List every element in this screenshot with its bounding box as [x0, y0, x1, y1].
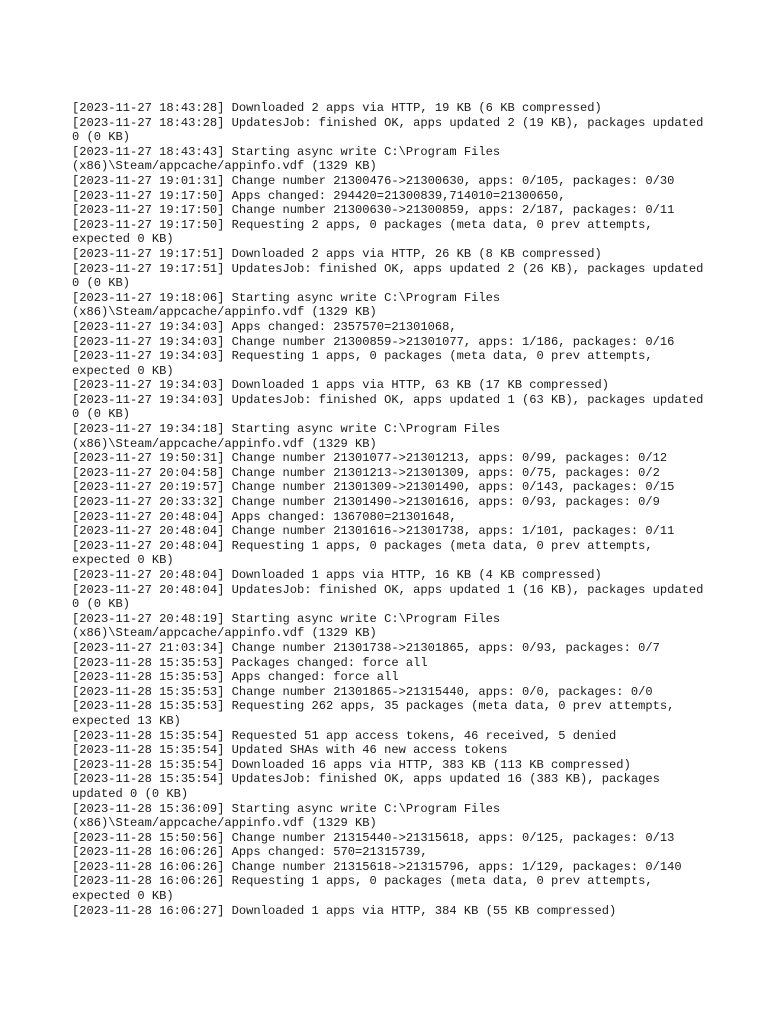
- log-line: [2023-11-28 16:06:26] Requesting 1 apps, 0 packages (meta data, 0 prev attempts, expected 0 KB): [72, 874, 660, 904]
- log-line: [2023-11-28 15:35:54] Updated SHAs with 46 new access tokens: [72, 743, 508, 758]
- log-line: [2023-11-27 19:17:51] UpdatesJob: finished OK, apps updated 2 (26 KB), packages updated 0 (0 KB): [72, 261, 711, 291]
- log-line: [2023-11-28 16:06:26] Change number 21315618->21315796, apps: 1/129, packages: 0/140: [72, 859, 682, 874]
- log-line: [2023-11-28 15:36:09] Starting async write C:\Program Files (x86)\Steam/appcache/appinfo.vdf (1329 KB): [72, 801, 508, 831]
- log-line: [2023-11-27 20:33:32] Change number 21301490->21301616, apps: 0/93, packages: 0/9: [72, 495, 660, 510]
- log-line: [2023-11-27 19:01:31] Change number 21300476->21300630, apps: 0/105, packages: 0/30: [72, 173, 675, 188]
- log-line: [2023-11-27 19:34:03] Change number 21300859->21301077, apps: 1/186, packages: 0/16: [72, 334, 675, 349]
- log-line: [2023-11-27 18:43:28] Downloaded 2 apps via HTTP, 19 KB (6 KB compressed): [72, 101, 602, 115]
- log-line: [2023-11-28 16:06:26] Apps changed: 570=21315739,: [72, 845, 428, 860]
- log-line: [2023-11-28 15:35:53] Packages changed: force all: [72, 655, 428, 670]
- log-line: [2023-11-27 20:48:04] Change number 21301616->21301738, apps: 1/101, packages: 0/11: [72, 524, 675, 539]
- log-line: [2023-11-27 19:17:50] Change number 21300630->21300859, apps: 2/187, packages: 0/11: [72, 203, 675, 218]
- log-line: [2023-11-27 20:48:04] Requesting 1 apps, 0 packages (meta data, 0 prev attempts, expected 0 KB): [72, 538, 660, 568]
- log-line: [2023-11-27 21:03:34] Change number 21301738->21301865, apps: 0/93, packages: 0/7: [72, 640, 660, 655]
- log-line: [2023-11-27 20:19:57] Change number 21301309->21301490, apps: 0/143, packages: 0/15: [72, 480, 675, 495]
- log-line: [2023-11-27 19:34:03] Apps changed: 2357570=21301068,: [72, 319, 457, 334]
- log-line: [2023-11-28 15:35:54] Downloaded 16 apps via HTTP, 383 KB (113 KB compressed): [72, 757, 631, 772]
- log-line: [2023-11-28 15:35:53] Apps changed: force all: [72, 670, 399, 685]
- log-line: [2023-11-28 15:35:53] Change number 21301865->21315440, apps: 0/0, packages: 0/0: [72, 684, 653, 699]
- log-line: [2023-11-27 19:18:06] Starting async write C:\Program Files (x86)\Steam/appcache/appinfo.vdf (1329 KB): [72, 290, 508, 320]
- log-line: [2023-11-27 19:34:03] UpdatesJob: finished OK, apps updated 1 (63 KB), packages updated 0 (0 KB): [72, 392, 711, 422]
- log-line: [2023-11-28 15:35:54] Requested 51 app access tokens, 46 received, 5 denied: [72, 728, 617, 743]
- log-line: [2023-11-28 15:35:54] UpdatesJob: finished OK, apps updated 16 (383 KB), packages updated 0 (0 KB): [72, 772, 668, 801]
- log-line: [2023-11-27 18:43:43] Starting async write C:\Program Files (x86)\Steam/appcache/appinfo.vdf (1329 KB): [72, 144, 508, 174]
- log-line: [2023-11-28 15:35:53] Requesting 262 apps, 35 packages (meta data, 0 prev attempts, expected 13 KB): [72, 699, 682, 728]
- log-line: [2023-11-27 19:50:31] Change number 21301077->21301213, apps: 0/99, packages: 0/12: [72, 451, 668, 466]
- log-line: [2023-11-28 16:06:27] Downloaded 1 apps via HTTP, 384 KB (55 KB compressed): [72, 903, 617, 918]
- log-line: [2023-11-27 20:48:04] Downloaded 1 apps via HTTP, 16 KB (4 KB compressed): [72, 568, 602, 582]
- log-line: [2023-11-27 19:34:03] Downloaded 1 apps via HTTP, 63 KB (17 KB compressed): [72, 378, 610, 393]
- log-line: [2023-11-27 19:34:18] Starting async write C:\Program Files (x86)\Steam/appcache/appinfo.vdf (1329 KB): [72, 422, 508, 451]
- log-line: [2023-11-28 15:50:56] Change number 21315440->21315618, apps: 0/125, packages: 0/13: [72, 830, 675, 845]
- log-line: [2023-11-27 20:48:19] Starting async write C:\Program Files (x86)\Steam/appcache/appinfo.vdf (1329 KB): [72, 611, 508, 641]
- log-line: [2023-11-27 19:17:50] Requesting 2 apps, 0 packages (meta data, 0 prev attempts, expected 0 KB): [72, 217, 660, 247]
- log-text: [72, 101, 712, 918]
- log-line: [2023-11-27 20:48:04] UpdatesJob: finished OK, apps updated 1 (16 KB), packages updated 0 (0 KB): [72, 582, 711, 612]
- log-line: [2023-11-27 19:17:50] Apps changed: 294420=21300839,714010=21300650,: [72, 188, 566, 203]
- log-line: [2023-11-27 19:17:51] Downloaded 2 apps via HTTP, 26 KB (8 KB compressed): [72, 246, 602, 261]
- log-line: [2023-11-27 19:34:03] Requesting 1 apps, 0 packages (meta data, 0 prev attempts, expected 0 KB): [72, 349, 660, 378]
- log-line: [2023-11-27 20:04:58] Change number 21301213->21301309, apps: 0/75, packages: 0/2: [72, 465, 660, 480]
- log-line: [2023-11-27 18:43:28] UpdatesJob: finished OK, apps updated 2 (19 KB), packages updated 0 (0 KB): [72, 115, 711, 145]
- log-line: [2023-11-27 20:48:04] Apps changed: 1367080=21301648,: [72, 509, 457, 524]
